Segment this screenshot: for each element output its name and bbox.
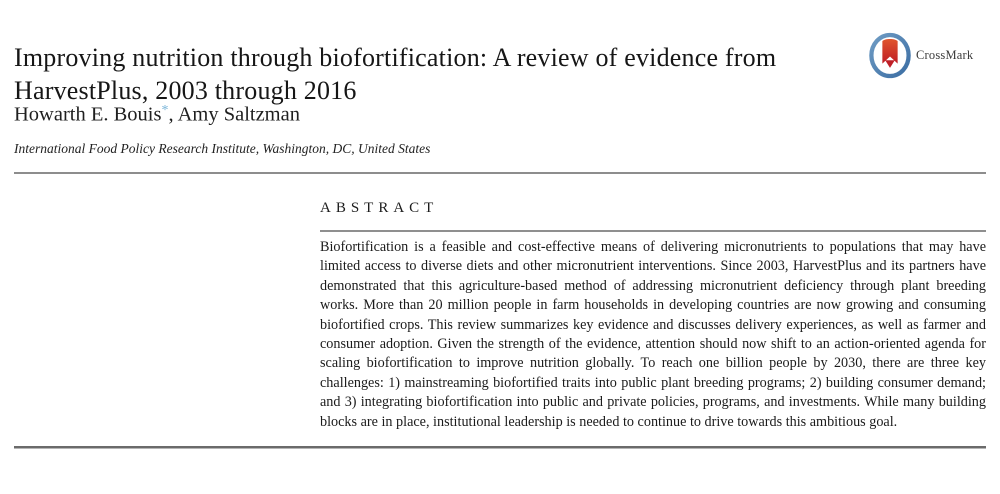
abstract-text: Biofortification is a feasible and cost-effective means of delivering micronutrients to populations that may have limited access to diverse diets and other micronutrient interventions. Since 2003, HarvestPlus and its partners have demonstrated that this agriculture-based method of addressing micronutrient deficiency through plant breeding works. More than 20 million people in farm households in developing countries are now growing and consuming biofortified crops. This review summarizes key evidence and discusses delivery experiences, as well as farmer and consumer adoption. Given the strength of the evidence, attention should now shift to an action-oriented agenda for scaling biofortification to improve nutrition globally. To reach one billion people by 2030, there are three key challenges: 1) mainstreaming biofortified traits into public plant breeding programs; 2) building consumer demand; and 3) integrating biofortification into public and private policies, programs, and investments. While many building blocks are in place, institutional leadership is needed to continue to drive towards this ambitious goal.: [320, 239, 986, 430]
article-title: Improving nutrition through biofortification: A review of evidence from HarvestPlus, 2003 through 2016: [14, 43, 777, 106]
author-names-rest: , Amy Saltzman: [168, 103, 300, 126]
crossmark-badge[interactable]: [869, 32, 973, 79]
affiliation: International Food Policy Research Institute, Washington, DC, United States: [14, 141, 431, 156]
footer-divider-rule: [14, 446, 986, 449]
author-line: [14, 103, 300, 126]
crossmark-bookmark-icon: [869, 32, 911, 79]
corresponding-author-marker[interactable]: *: [161, 103, 169, 118]
crossmark-label: CrossMark: [916, 48, 974, 62]
author-name-first: Howarth E. Bouis: [14, 103, 162, 126]
header-divider-rule: [14, 172, 986, 174]
abstract-heading: ABSTRACT: [320, 200, 439, 216]
abstract-divider-rule: [320, 230, 986, 232]
